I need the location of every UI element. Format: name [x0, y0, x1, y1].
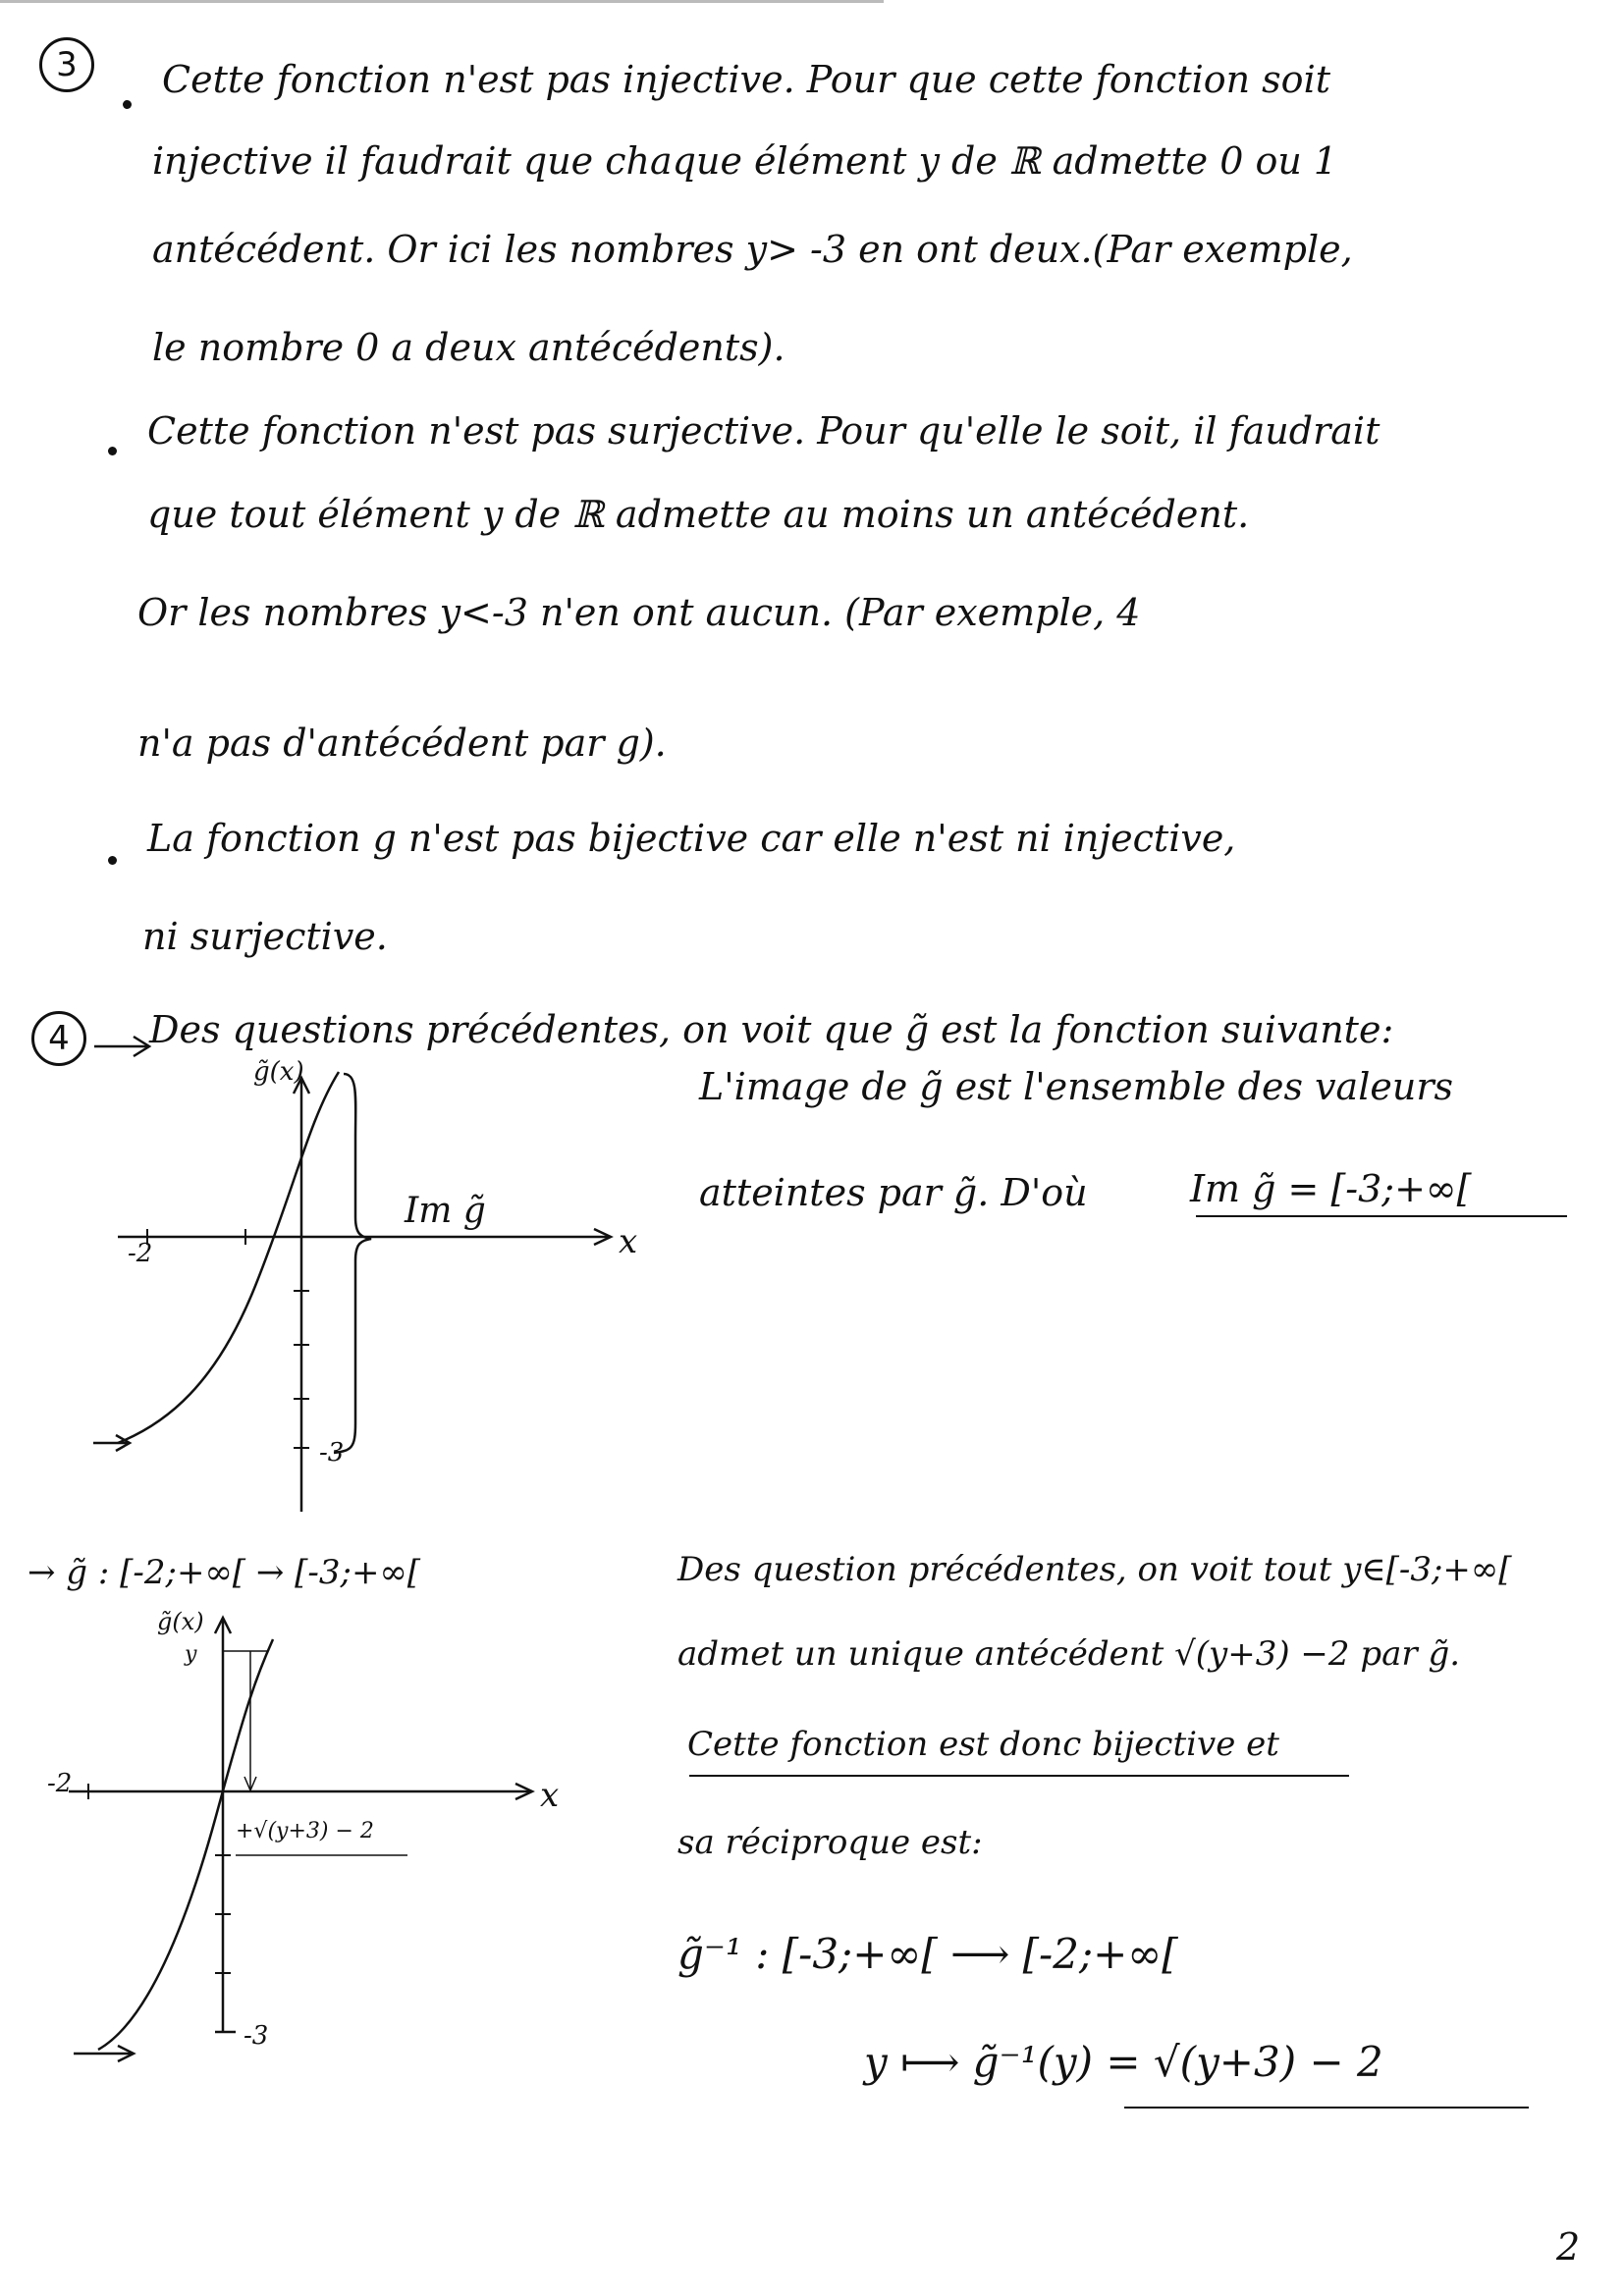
map-definition: → g̃ : [-2;+∞[ → [-3;+∞[	[27, 1553, 421, 1592]
graph-inverse	[39, 1600, 569, 2071]
p2-line-3: Or les nombres y<-3 n'en ont aucun. (Par exemple, 4	[137, 591, 1141, 634]
tick-label-neg3: -3	[244, 2021, 269, 2051]
section-number-4: 4	[31, 1011, 86, 1066]
result-underline	[1196, 1215, 1567, 1217]
bullet	[123, 100, 132, 109]
p1-line-4: le nombre 0 a deux antécédents).	[152, 326, 785, 369]
p2-line-2: que tout élément y de ℝ admette au moins un antécédent.	[147, 493, 1250, 536]
brace-label: Im g̃	[405, 1191, 486, 1231]
image-text-line-1: L'image de g̃ est l'ensemble des valeurs	[699, 1065, 1453, 1108]
graph-image-of-g	[98, 1057, 648, 1531]
p1-line-2: injective il faudrait que chaque élément y de ℝ admette 0 ou 1	[152, 139, 1338, 183]
p1-line-1: Cette fonction n'est pas injective. Pour que cette fonction soit	[162, 58, 1330, 101]
bijection-text-line-2: admet un unique antécédent √(y+3) −2 par g̃.	[677, 1634, 1461, 1674]
bijection-conclusion: Cette fonction est donc bijective et	[687, 1725, 1279, 1764]
x-axis-label: x	[619, 1222, 638, 1261]
scan-edge	[0, 0, 884, 3]
bijection-text-line-1: Des question précédentes, on voit tout y∈[-3;+∞[	[677, 1550, 1512, 1589]
section-number-3: 3	[39, 37, 94, 92]
reciprocal-intro: sa réciproque est:	[677, 1823, 983, 1862]
p3-line-2: ni surjective.	[142, 915, 388, 958]
image-text-line-2: atteintes par g̃. D'où	[699, 1171, 1088, 1214]
tick-label-neg3: -3	[319, 1438, 345, 1468]
page-number: 2	[1556, 2225, 1581, 2269]
y-axis-label: g̃(x)	[253, 1057, 304, 1087]
y-axis-label: g̃(x)	[157, 1608, 204, 1635]
bullet	[108, 447, 117, 455]
tick-label-neg2: -2	[47, 1769, 73, 1798]
section4-intro: Des questions précédentes, on voit que g̃ est la fonction suivante:	[149, 1008, 1394, 1051]
root-label: +√(y+3) − 2	[236, 1819, 374, 1843]
formula-underline	[1124, 2107, 1529, 2109]
p3-line-1: La fonction g n'est pas bijective car elle n'est ni injective,	[147, 817, 1236, 860]
reciprocal-formula: y ⟼ g̃⁻¹(y) = √(y+3) − 2	[864, 2038, 1383, 2086]
bullet	[108, 856, 117, 865]
p2-line-1: Cette fonction n'est pas surjective. Pour qu'elle le soit, il faudrait	[147, 409, 1380, 453]
p2-line-4: n'a pas d'antécédent par g).	[137, 721, 667, 765]
image-result: Im g̃ = [-3;+∞[	[1190, 1167, 1472, 1210]
conclusion-underline	[689, 1775, 1349, 1777]
p1-line-3: antécédent. Or ici les nombres y> -3 en ont deux.(Par exemple,	[152, 228, 1353, 271]
x-axis-label: x	[540, 1776, 560, 1815]
y-level-label: y	[185, 1642, 197, 1667]
tick-label-neg2: -2	[128, 1239, 153, 1268]
reciprocal-map: g̃⁻¹ : [-3;+∞[ ⟶ [-2;+∞[	[677, 1930, 1178, 1978]
